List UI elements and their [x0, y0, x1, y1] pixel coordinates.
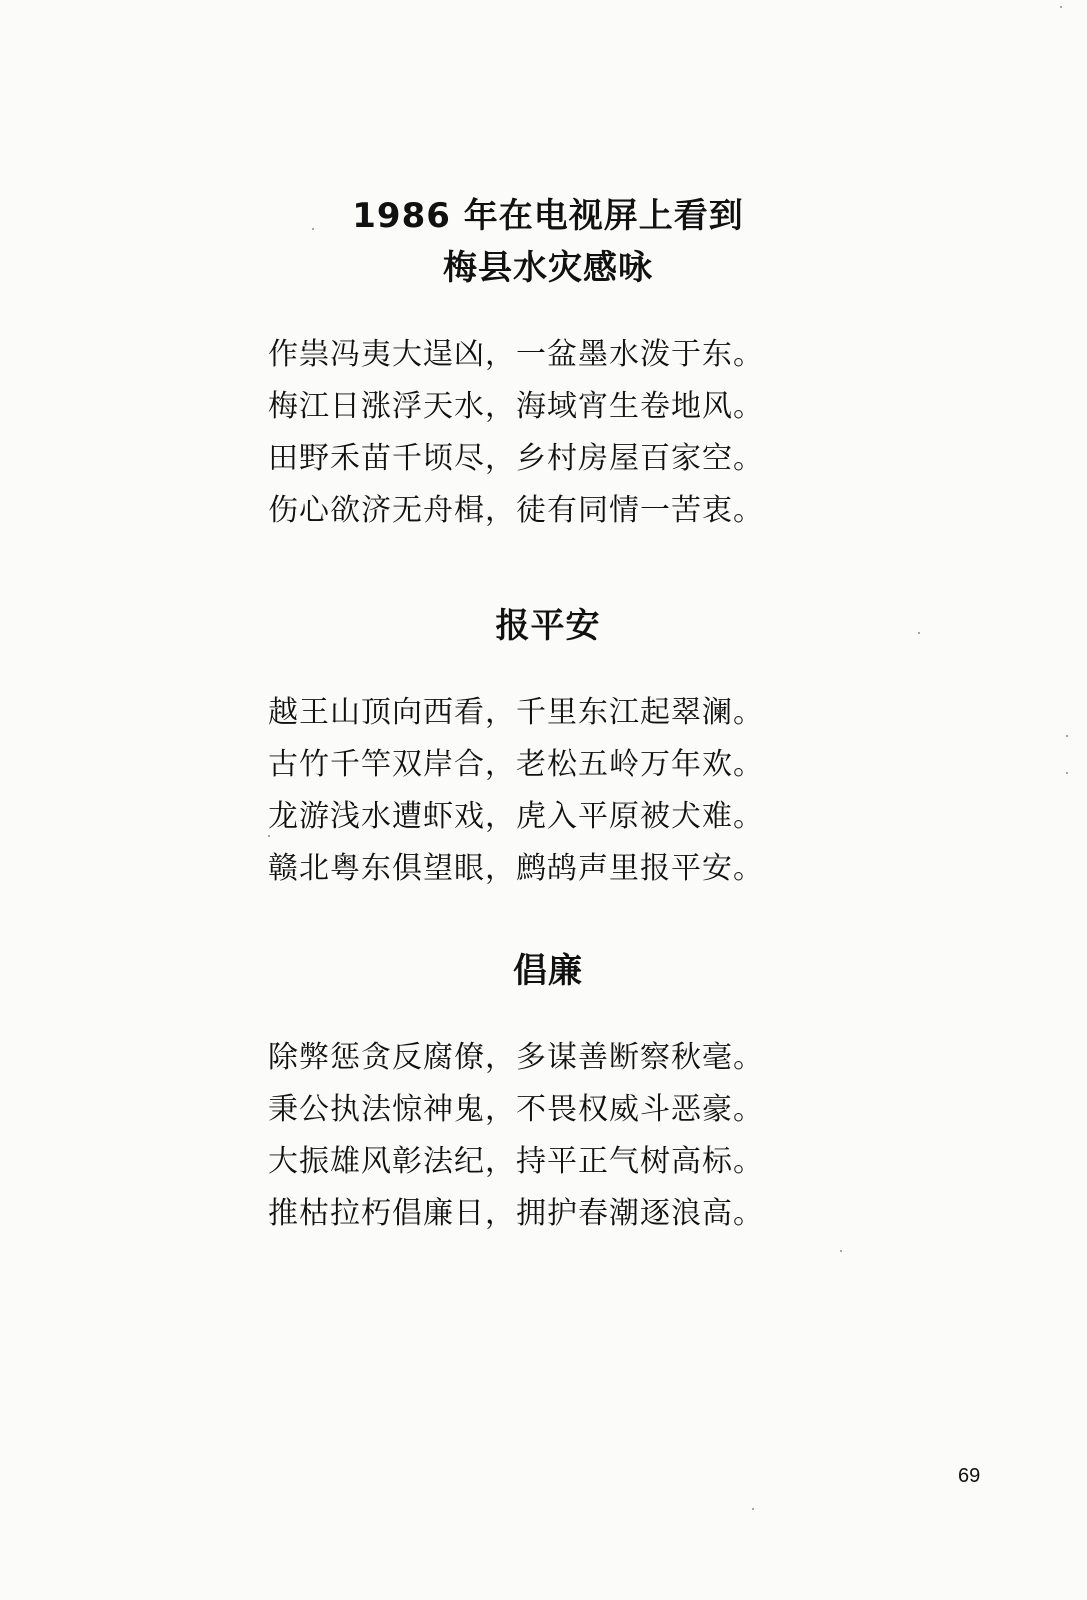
poem-line: 秉公执法惊神鬼，不畏权威斗恶豪。: [268, 1092, 764, 1127]
scan-speck: [752, 1508, 754, 1510]
poem-line: 龙游浅水遭虾戏，虎入平原被犬难。: [268, 799, 764, 834]
scan-speck: [1066, 772, 1068, 774]
poem-title-line: 1986 年在电视屏上看到: [352, 196, 744, 236]
poem-title-line: 倡廉: [513, 951, 583, 991]
poem-title: [268, 945, 828, 997]
poem-title: [268, 600, 828, 652]
poem-line: 梅江日涨浮天水，海域宵生卷地风。: [268, 389, 764, 424]
scan-speck: [918, 632, 920, 634]
scan-speck: [1060, 6, 1062, 8]
page-number: 69: [958, 1465, 981, 1487]
poem-body: [268, 329, 828, 537]
poem-body: [268, 687, 828, 895]
poem-line: 田野禾苗千顷尽，乡村房屋百家空。: [268, 441, 764, 476]
poem-line: 除弊惩贪反腐僚，多谋善断察秋毫。: [268, 1040, 764, 1075]
poem-line: 赣北粤东俱望眼，鹧鸪声里报平安。: [268, 851, 764, 886]
poem-title-line: 梅县水灾感咏: [443, 248, 653, 288]
poem-line: 作祟冯夷大逞凶，一盆墨水泼于东。: [268, 337, 764, 372]
scan-speck: [268, 835, 270, 837]
poem-line: 越王山顶向西看，千里东江起翠澜。: [268, 695, 764, 730]
poem-flood-lament: [268, 190, 828, 537]
poem-body: [268, 1032, 828, 1240]
poem-advocate-integrity: [268, 945, 828, 1240]
poem-title-line: 报平安: [495, 606, 601, 646]
scan-speck: [1066, 735, 1068, 737]
scan-speck: [312, 228, 314, 230]
poem-title: [268, 190, 828, 294]
poem-line: 伤心欲济无舟楫，徒有同情一苦衷。: [268, 493, 764, 528]
scan-speck: [840, 1250, 842, 1252]
poem-line: 古竹千竿双岸合，老松五岭万年欢。: [268, 747, 764, 782]
poem-line: 大振雄风彰法纪，持平正气树高标。: [268, 1144, 764, 1179]
poem-report-peace: [268, 600, 828, 895]
poem-line: 推枯拉朽倡廉日，拥护春潮逐浪高。: [268, 1196, 764, 1231]
